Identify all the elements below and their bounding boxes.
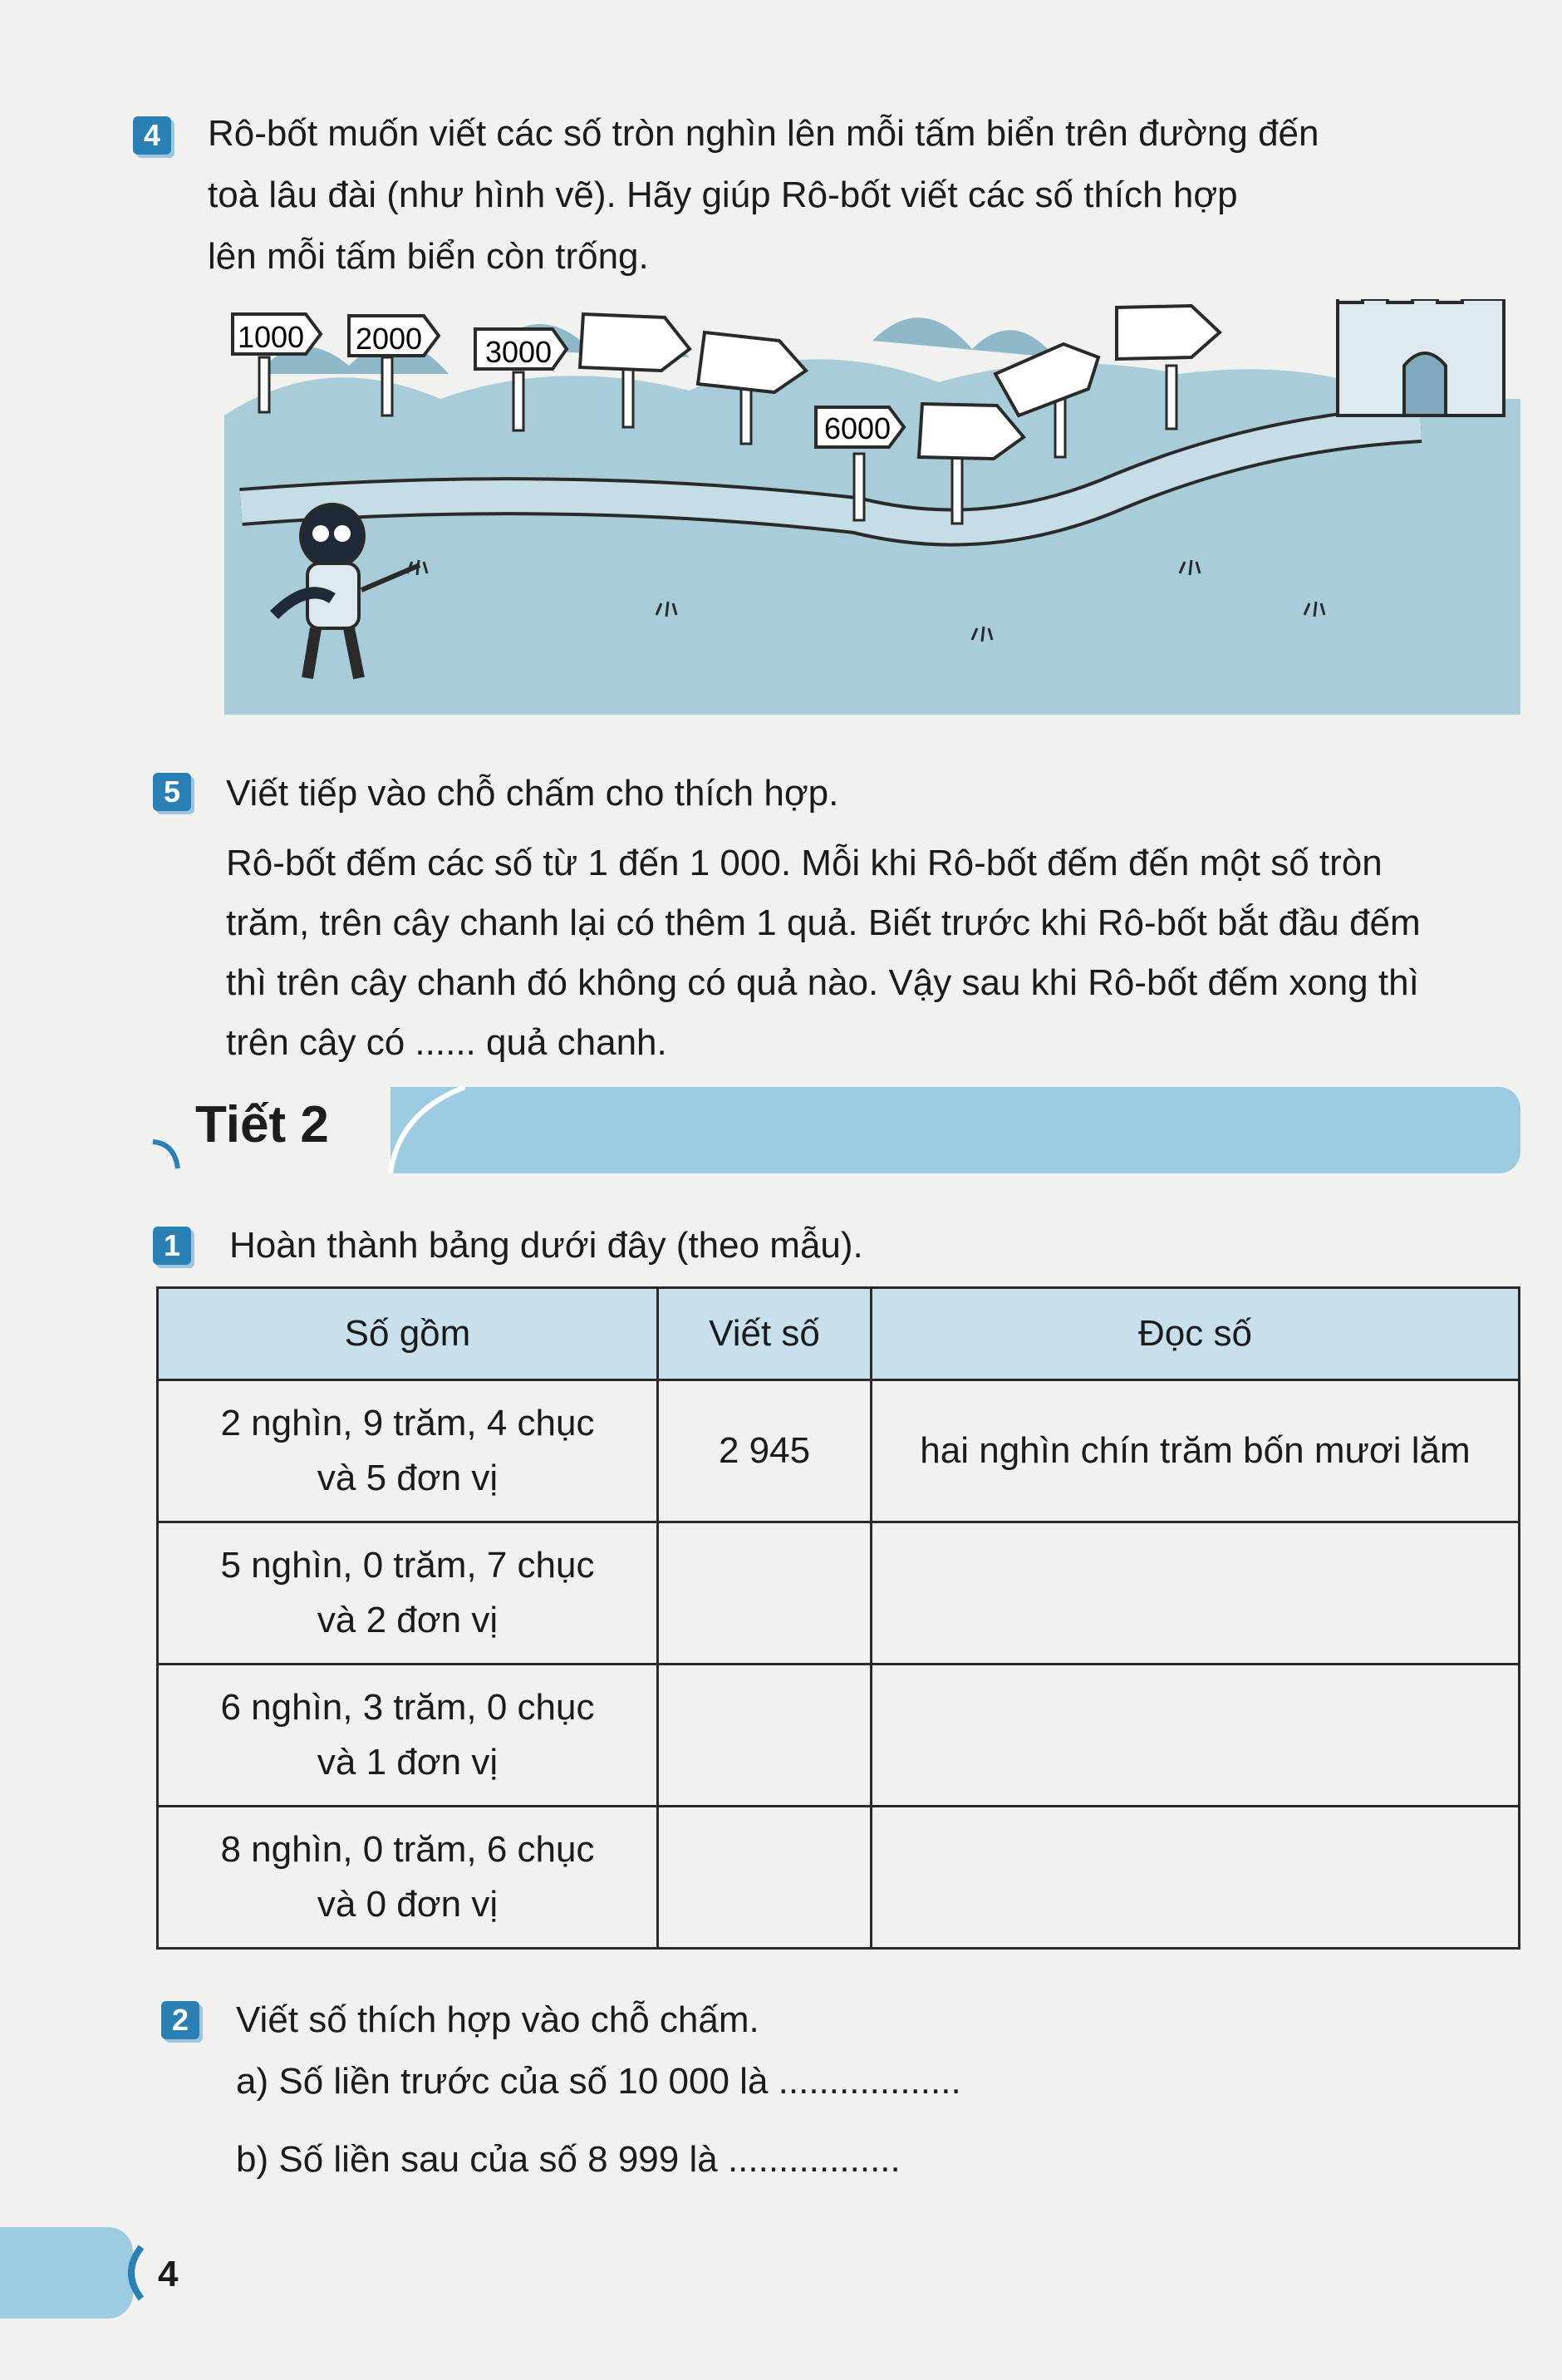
tiet2-exercise-2-badge: 2 bbox=[161, 2001, 199, 2039]
footer-tab bbox=[0, 2227, 133, 2319]
exercise-5-line-1: Rô-bốt đếm các số từ 1 đến 1 000. Mỗi khi Rô-bốt đếm đến một số tròn bbox=[226, 843, 1383, 883]
tiet2-exercise-2-part-a: a) Số liền trước của số 10 000 là .................. bbox=[236, 2061, 961, 2102]
composition-line: và 2 đơn vị bbox=[317, 1600, 499, 1640]
sign-label: 1000 bbox=[237, 320, 305, 354]
table-row bbox=[158, 1807, 1520, 1949]
exercise-5-instruction: Viết tiếp vào chỗ chấm cho thích hợp. bbox=[226, 773, 839, 814]
exercise-4-line-2: toà lâu đài (như hình vẽ). Hãy giúp Rô-bốt viết các số thích hợp bbox=[208, 175, 1238, 215]
composition-cell bbox=[158, 1807, 658, 1949]
sign-label: 2000 bbox=[355, 322, 423, 356]
exercise-5-line-4: trên cây có ...... quả chanh. bbox=[226, 1022, 667, 1063]
written-number-cell[interactable] bbox=[658, 1807, 872, 1949]
section-title: Tiết 2 bbox=[195, 1096, 329, 1153]
header-so-gom: Số gồm bbox=[158, 1288, 658, 1380]
composition-cell bbox=[158, 1522, 658, 1665]
section-corner-mark bbox=[150, 1138, 183, 1172]
number-reading-cell[interactable] bbox=[872, 1665, 1520, 1807]
page-number: 4 bbox=[158, 2254, 179, 2294]
table-row bbox=[158, 1665, 1520, 1807]
header-doc-so: Đọc số bbox=[872, 1288, 1520, 1380]
bush bbox=[872, 317, 1055, 357]
composition-cell bbox=[158, 1665, 658, 1807]
section-band-stripe bbox=[366, 1087, 465, 1173]
composition-line: 6 nghìn, 3 trăm, 0 chục bbox=[220, 1687, 595, 1728]
number-reading-cell: hai nghìn chín trăm bốn mươi lăm bbox=[872, 1380, 1520, 1522]
exercise-5-line-2: trăm, trên cây chanh lại có thêm 1 quả. Biết trước khi Rô-bốt bắt đầu đếm bbox=[226, 902, 1421, 943]
exercise-5-badge: 5 bbox=[153, 773, 191, 811]
tiet2-exercise-2-instruction: Viết số thích hợp vào chỗ chấm. bbox=[236, 1999, 759, 2040]
castle-icon bbox=[1338, 299, 1504, 416]
composition-line: 8 nghìn, 0 trăm, 6 chục bbox=[220, 1829, 595, 1870]
table-row bbox=[158, 1380, 1520, 1522]
header-viet-so: Viết số bbox=[658, 1288, 872, 1380]
exercise-4-badge: 4 bbox=[133, 116, 171, 155]
road-to-castle-illustration bbox=[224, 299, 1520, 715]
tiet2-exercise-2-part-b: b) Số liền sau của số 8 999 là ................. bbox=[236, 2139, 901, 2180]
table-row bbox=[158, 1522, 1520, 1665]
page-tab-notch bbox=[116, 2244, 150, 2302]
tiet2-exercise-1-badge: 1 bbox=[153, 1227, 191, 1265]
number-table bbox=[156, 1286, 1520, 1950]
sign-label: 3000 bbox=[484, 335, 553, 369]
number-reading-cell[interactable] bbox=[872, 1807, 1520, 1949]
exercise-4-line-3: lên mỗi tấm biển còn trống. bbox=[208, 236, 649, 277]
tiet2-exercise-1-instruction: Hoàn thành bảng dưới đây (theo mẫu). bbox=[229, 1225, 863, 1266]
exercise-5-line-3: thì trên cây chanh đó không có quả nào. Vậy sau khi Rô-bốt đếm xong thì bbox=[226, 962, 1419, 1003]
table-header-row bbox=[158, 1288, 1520, 1380]
composition-line: 5 nghìn, 0 trăm, 7 chục bbox=[220, 1545, 595, 1586]
composition-line: 2 nghìn, 9 trăm, 4 chục bbox=[220, 1403, 595, 1443]
composition-line: và 5 đơn vị bbox=[317, 1458, 499, 1498]
composition-line: và 1 đơn vị bbox=[317, 1742, 499, 1783]
written-number-cell[interactable] bbox=[658, 1522, 872, 1665]
composition-cell bbox=[158, 1380, 658, 1522]
number-reading-cell[interactable] bbox=[872, 1522, 1520, 1665]
written-number-cell[interactable] bbox=[658, 1665, 872, 1807]
composition-line: và 0 đơn vị bbox=[317, 1884, 499, 1925]
exercise-4-line-1: Rô-bốt muốn viết các số tròn nghìn lên mỗi tấm biển trên đường đến bbox=[208, 113, 1319, 154]
written-number-cell: 2 945 bbox=[658, 1380, 872, 1522]
sign-label: 6000 bbox=[823, 411, 892, 445]
